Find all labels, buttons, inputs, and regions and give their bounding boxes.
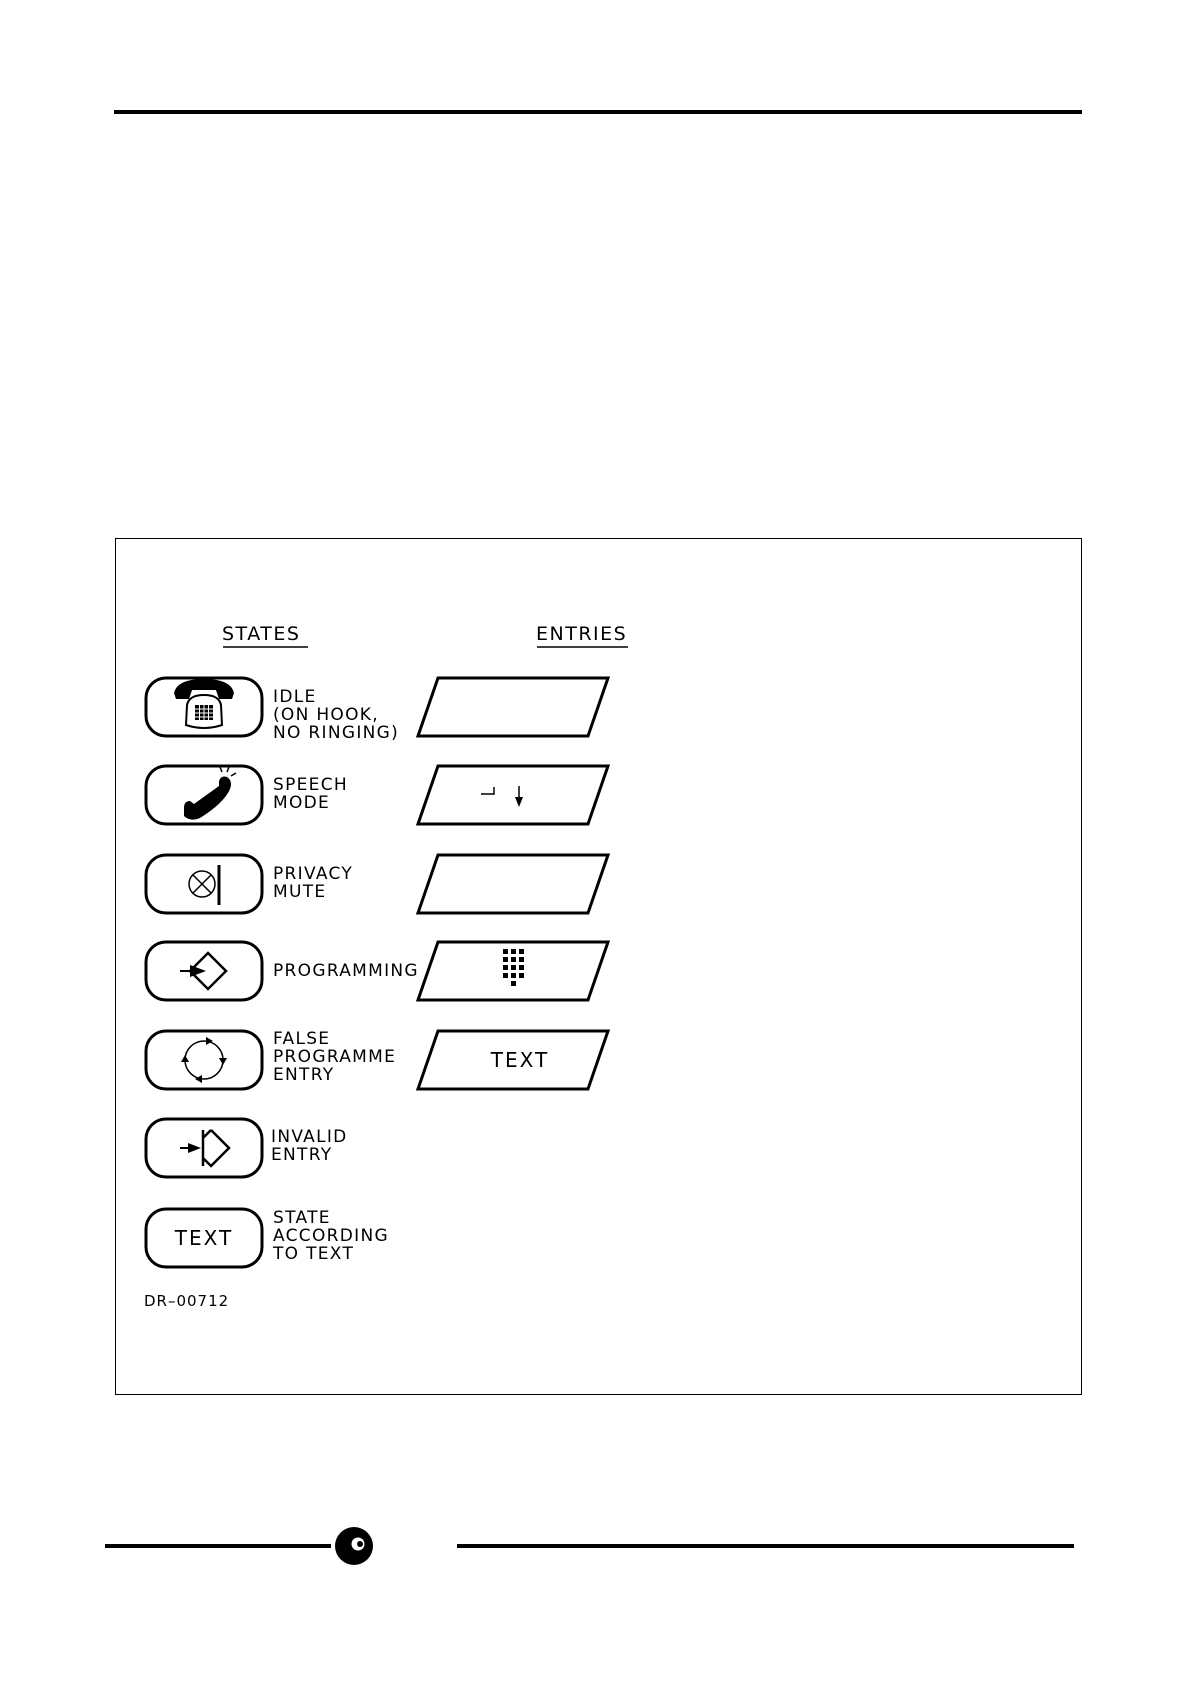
state-privacy-mute <box>146 855 353 913</box>
state-idle <box>146 678 399 743</box>
entries-heading: ENTRIES <box>536 623 628 645</box>
state-text-box-label: TEXT <box>174 1226 234 1250</box>
programming-diamond-icon <box>180 953 226 989</box>
entry-keypad <box>418 942 608 1000</box>
state-programming-label-1: PROGRAMMING <box>273 961 419 981</box>
state-speech-label-1: SPEECH <box>273 775 348 795</box>
state-box <box>146 855 262 913</box>
telephone-idle-icon <box>174 679 234 728</box>
privacy-mute-icon <box>189 865 219 905</box>
state-idle-label-1: IDLE <box>273 687 317 707</box>
state-programming <box>146 942 419 1000</box>
entry-box <box>418 766 608 824</box>
entry-box <box>418 855 608 913</box>
drawing-number: DR–00712 <box>144 1292 230 1310</box>
state-privacy-label-1: PRIVACY <box>273 864 354 884</box>
invalid-entry-icon <box>180 1130 229 1166</box>
state-privacy-label-2: MUTE <box>273 882 327 902</box>
legend-diagram <box>116 539 1081 1394</box>
state-false-label-1: FALSE <box>273 1029 331 1049</box>
state-text-label-1: STATE <box>273 1208 331 1228</box>
state-invalid-label-1: INVALID <box>271 1127 348 1147</box>
state-speech-label-2: MODE <box>273 793 331 813</box>
state-invalid-label-2: ENTRY <box>271 1145 333 1165</box>
circular-arrows-icon <box>181 1037 227 1083</box>
state-text <box>146 1208 389 1267</box>
entry-box <box>418 678 608 736</box>
state-false-label-2: PROGRAMME <box>273 1047 397 1067</box>
entry-hook-down-arrow <box>418 766 608 824</box>
hook-down-arrow-icon <box>481 786 523 807</box>
states-heading: STATES <box>222 623 301 645</box>
state-false-programme-entry <box>146 1029 396 1089</box>
state-text-label-3: TO TEXT <box>273 1244 355 1264</box>
footer-rule-right <box>457 1544 1074 1548</box>
keypad-icon <box>503 949 524 986</box>
entry-text-box-label: TEXT <box>490 1048 550 1072</box>
state-false-label-3: ENTRY <box>273 1065 335 1085</box>
state-text-label-2: ACCORDING <box>273 1226 389 1246</box>
entry-text <box>418 1031 608 1089</box>
state-idle-label-3: NO RINGING) <box>273 723 400 743</box>
footer-rule-left <box>105 1544 331 1548</box>
entry-handset-down <box>418 855 608 913</box>
entry-handset-up <box>418 678 608 736</box>
state-box <box>146 1031 262 1089</box>
state-invalid-entry <box>146 1119 348 1177</box>
figure-frame <box>115 538 1082 1395</box>
state-speech-mode <box>146 766 348 824</box>
handset-speech-icon <box>184 767 236 820</box>
page-logo-icon <box>334 1526 376 1566</box>
state-idle-label-2: (ON HOOK, <box>273 705 379 725</box>
header-rule <box>114 110 1082 114</box>
